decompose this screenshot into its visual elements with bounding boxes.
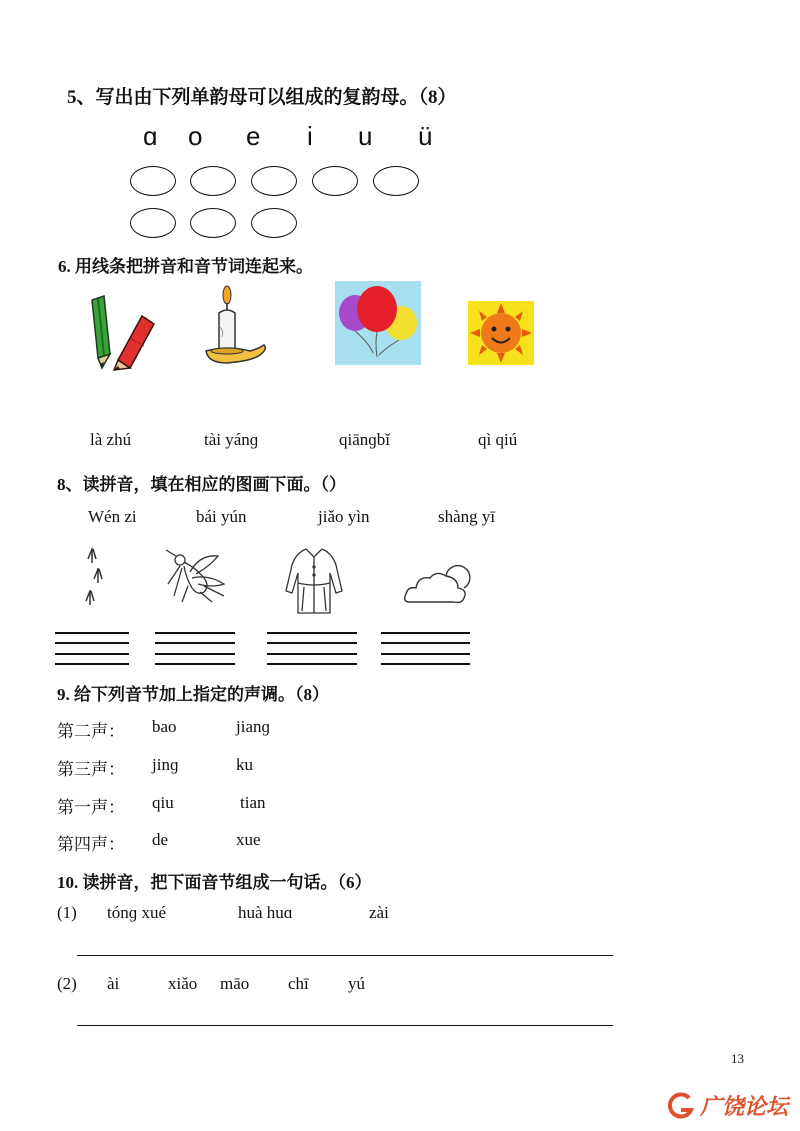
syllable: qiu — [152, 793, 174, 812]
writing-grid[interactable] — [155, 632, 235, 664]
syllable: bao — [152, 717, 177, 736]
vowel-o: o — [188, 121, 203, 151]
syllable: ku — [236, 755, 253, 774]
q6-word-qianbi: qiānɡbǐ — [339, 430, 390, 449]
item-number: (1) — [57, 903, 77, 922]
writing-grid[interactable] — [267, 632, 357, 664]
q10-title: 10. 读拼音，把下面音节组成一句话。（6） — [57, 873, 372, 892]
balloons-icon — [335, 281, 421, 365]
syllable: māo — [220, 974, 250, 993]
answer-line[interactable] — [77, 1025, 613, 1026]
vowel-e: e — [246, 121, 261, 151]
q8-word-shangyi: shàng yī — [438, 507, 496, 526]
syllable: ài — [107, 974, 120, 993]
answer-oval[interactable] — [130, 208, 176, 238]
site-logo: 广饶论坛 — [700, 1095, 789, 1120]
vowel-u: u — [358, 121, 373, 151]
page-number: 13 — [731, 1051, 744, 1066]
pencils-icon — [88, 288, 160, 370]
logo-mark-icon — [667, 1092, 697, 1120]
q8-word-baiyun: bái yún — [196, 507, 247, 526]
syllable: jinɡ — [152, 755, 179, 774]
answer-oval[interactable] — [373, 166, 419, 196]
answer-oval[interactable] — [251, 166, 297, 196]
vowel-i: i — [307, 121, 313, 151]
syllable: huà huɑ — [238, 903, 293, 922]
answer-oval[interactable] — [130, 166, 176, 196]
q8-word-jiaoyin: jiǎo yìn — [318, 507, 370, 526]
syllable: zài — [369, 903, 389, 922]
answer-oval[interactable] — [251, 208, 297, 238]
sun-icon — [468, 301, 534, 365]
q8-word-wenzi: Wén zi — [88, 507, 137, 526]
answer-line[interactable] — [77, 955, 613, 956]
syllable: jianɡ — [236, 717, 270, 736]
syllable: de — [152, 830, 169, 849]
vowel-u-umlaut: ü — [418, 121, 433, 151]
q5-title: 5、写出由下列单韵母可以组成的复韵母。（8） — [67, 87, 457, 108]
tone-label: 第三声： — [57, 760, 125, 779]
tone-label: 第二声： — [57, 722, 125, 741]
tone-label: 第一声： — [57, 798, 125, 817]
q9-title: 9. 给下列音节加上指定的声调。（8） — [57, 685, 329, 704]
cloud-icon — [402, 562, 472, 608]
q6-word-qiqiu: qì qiú — [478, 430, 518, 449]
footprints-icon — [80, 545, 110, 611]
candle-icon — [200, 283, 270, 373]
mosquito-icon — [160, 548, 232, 604]
syllable: yú — [348, 974, 365, 993]
q6-word-taiyang: tài yánɡ — [204, 430, 259, 449]
answer-oval[interactable] — [190, 166, 236, 196]
syllable: xue — [236, 830, 261, 849]
q6-word-lazhu: là zhú — [90, 430, 132, 449]
q8-title: 8、读拼音，填在相应的图画下面。（） — [57, 475, 346, 494]
q6-title: 6. 用线条把拼音和音节词连起来。 — [58, 257, 313, 276]
syllable: tónɡ xué — [107, 903, 167, 922]
answer-oval[interactable] — [190, 208, 236, 238]
writing-grid[interactable] — [381, 632, 470, 664]
syllable: chī — [288, 974, 309, 993]
tone-label: 第四声： — [57, 835, 125, 854]
syllable: tian — [240, 793, 266, 812]
writing-grid[interactable] — [55, 632, 129, 664]
shirt-icon — [282, 545, 346, 615]
vowel-a: ɑ — [143, 121, 158, 151]
syllable: xiǎo — [168, 974, 198, 993]
item-number: (2) — [57, 974, 77, 993]
answer-oval[interactable] — [312, 166, 358, 196]
